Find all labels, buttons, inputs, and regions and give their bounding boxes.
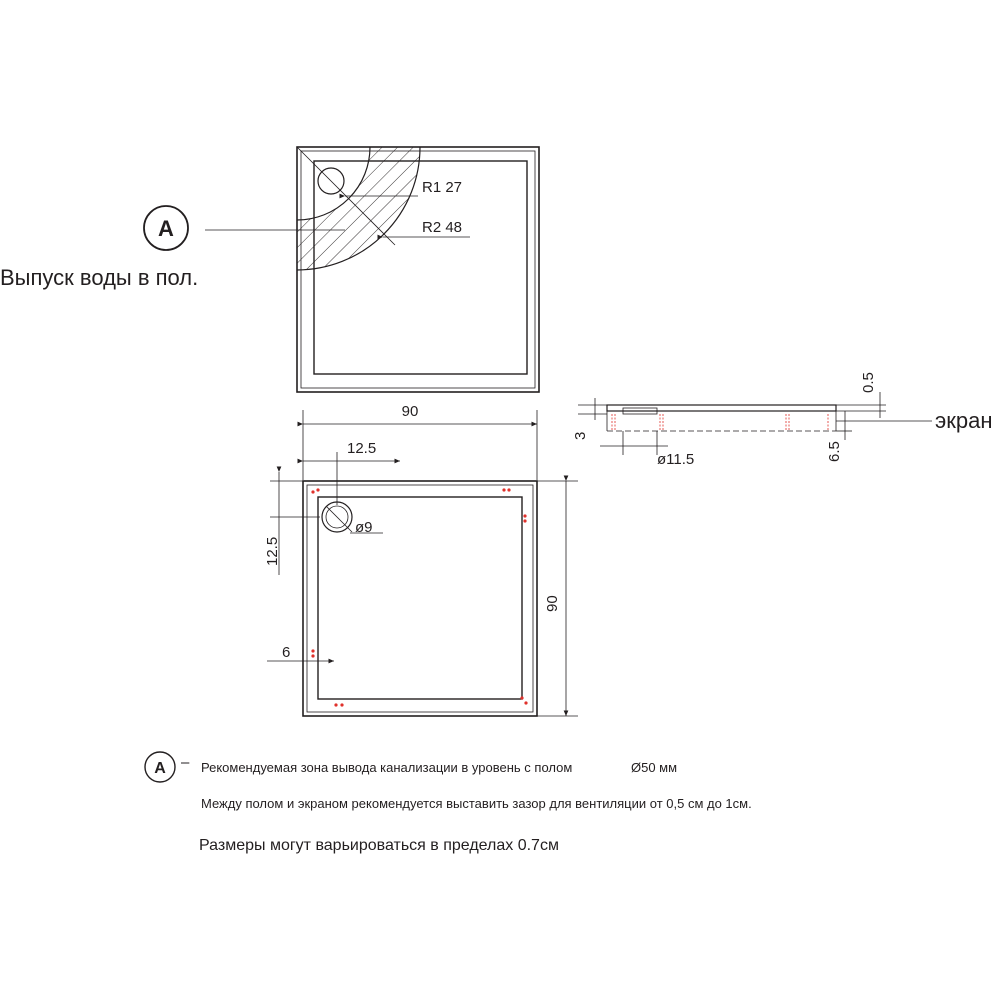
- notes-marker-letter: A: [154, 760, 166, 777]
- tolerance-note: Размеры могут варьироваться в пределах 0.7см: [199, 837, 559, 854]
- drain-diameter-label: ø9: [355, 519, 373, 536]
- rim-dimension-label: 6: [282, 644, 291, 661]
- callout-a-letter: A: [158, 216, 174, 241]
- height-dimension-label: 90: [544, 595, 561, 612]
- outlet-x-offset-label: 12.5: [347, 440, 377, 457]
- side-view: [572, 372, 992, 468]
- top-tray-inner-basin: [314, 161, 527, 374]
- radius-2-label: R2 48: [422, 219, 463, 236]
- outlet-label: Выпуск воды в пол.: [0, 265, 199, 290]
- outlet-y-offset-label: 12.5: [264, 536, 281, 566]
- drain-size-note: Ø50 мм: [631, 760, 678, 775]
- notes-marker-dash: –: [181, 754, 190, 771]
- side-legs: [612, 414, 828, 431]
- foot-height-label: 6.5: [826, 441, 843, 462]
- screen-label: экран: [935, 408, 993, 433]
- plan-tray-rim: [307, 485, 533, 712]
- top-thickness-label: 0.5: [860, 372, 877, 393]
- notes: [145, 752, 752, 854]
- ventilation-note: Между полом и экраном рекомендуется выставить зазор для вентиляции от 0,5 см до 1см.: [201, 796, 752, 811]
- drain-zone-note: Рекомендуемая зона вывода канализации в уровень с полом: [201, 760, 573, 775]
- plan-view: [264, 403, 578, 716]
- side-drain-diameter-label: ø11.5: [657, 451, 695, 468]
- depth-dimension-label: 3: [572, 431, 589, 440]
- plan-tray-outer-edge: [303, 481, 537, 716]
- radius-1-label: R1 27: [422, 179, 463, 196]
- fastening-markers: [311, 488, 527, 706]
- width-dimension-label: 90: [401, 403, 419, 420]
- top-view: [0, 147, 539, 392]
